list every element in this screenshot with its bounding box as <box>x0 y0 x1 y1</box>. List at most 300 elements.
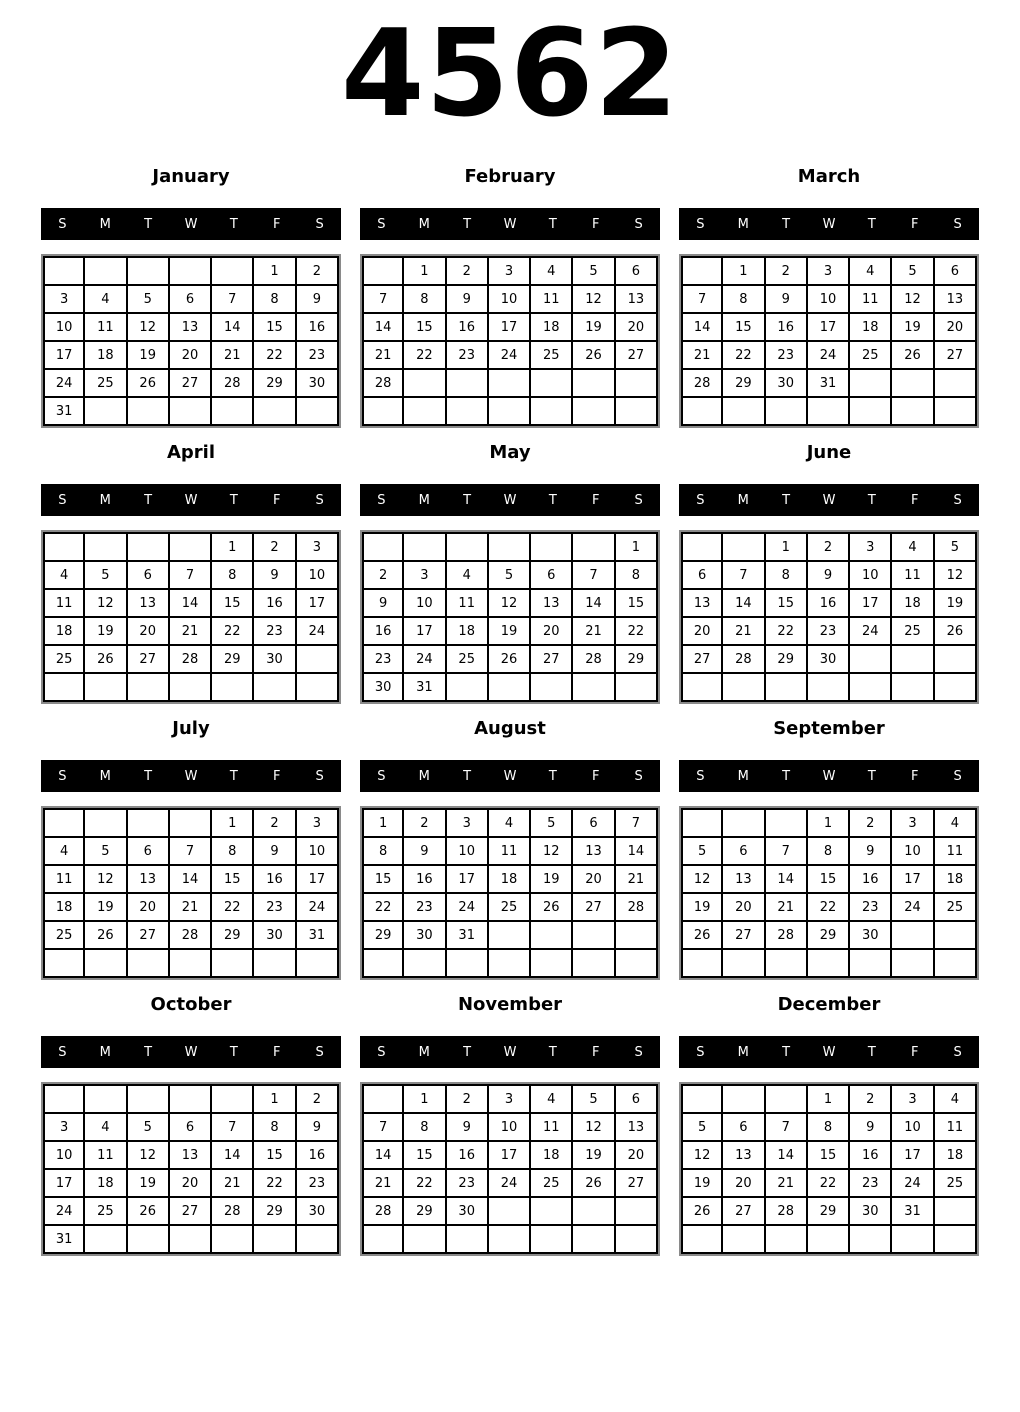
day-cell <box>43 532 85 562</box>
day-cell: 18 <box>935 866 977 894</box>
day-cell: 28 <box>212 1198 254 1226</box>
weekday-label: T <box>463 1044 472 1060</box>
day-cell: 11 <box>531 1114 573 1142</box>
day-cell <box>616 674 658 702</box>
day-cell <box>404 950 446 978</box>
day-cell: 9 <box>404 838 446 866</box>
day-cell <box>404 1226 446 1254</box>
day-cell: 10 <box>489 286 531 314</box>
month-grid <box>360 1082 660 1256</box>
day-cell: 2 <box>297 1084 339 1114</box>
week-row <box>362 838 658 866</box>
day-cell: 1 <box>362 808 404 838</box>
day-cell: 12 <box>935 562 977 590</box>
weekday-label: W <box>503 492 517 508</box>
day-cell: 17 <box>489 314 531 342</box>
day-cell: 12 <box>681 866 723 894</box>
weekday-label: W <box>503 768 517 784</box>
weekday-label: W <box>822 216 836 232</box>
day-cell <box>170 1084 212 1114</box>
day-cell <box>892 646 934 674</box>
day-cell: 11 <box>43 866 85 894</box>
day-cell <box>850 674 892 702</box>
month-block <box>679 442 979 704</box>
day-cell: 12 <box>128 1142 170 1170</box>
day-cell: 8 <box>723 286 765 314</box>
day-cell <box>85 532 127 562</box>
day-cell: 30 <box>850 922 892 950</box>
weekday-label: M <box>737 216 749 232</box>
day-cell: 15 <box>254 314 296 342</box>
week-row <box>681 646 977 674</box>
day-cell: 5 <box>573 256 615 286</box>
day-cell: 15 <box>212 866 254 894</box>
day-cell: 16 <box>254 866 296 894</box>
day-cell: 1 <box>254 1084 296 1114</box>
day-cell <box>170 532 212 562</box>
weekday-label: T <box>144 1044 153 1060</box>
day-cell <box>935 674 977 702</box>
day-cell <box>681 398 723 426</box>
day-cell: 25 <box>531 1170 573 1198</box>
weekday-label: F <box>272 768 281 784</box>
month-block <box>41 166 341 428</box>
day-cell <box>573 532 615 562</box>
day-cell: 24 <box>404 646 446 674</box>
month-name: December <box>777 994 881 1015</box>
day-cell <box>362 1084 404 1114</box>
day-cell: 19 <box>573 314 615 342</box>
week-row <box>43 286 339 314</box>
day-cell: 8 <box>362 838 404 866</box>
day-cell <box>85 1226 127 1254</box>
day-cell: 8 <box>212 838 254 866</box>
day-cell: 23 <box>850 894 892 922</box>
day-cell: 15 <box>254 1142 296 1170</box>
day-cell: 30 <box>850 1198 892 1226</box>
day-cell: 5 <box>573 1084 615 1114</box>
day-cell: 19 <box>573 1142 615 1170</box>
day-cell: 29 <box>723 370 765 398</box>
weekday-label: T <box>229 492 238 508</box>
weekday-label: T <box>867 768 876 784</box>
day-cell: 5 <box>85 562 127 590</box>
day-cell: 19 <box>489 618 531 646</box>
weekday-bar <box>679 760 979 792</box>
day-cell: 6 <box>616 256 658 286</box>
day-cell: 19 <box>531 866 573 894</box>
day-cell <box>212 256 254 286</box>
day-cell: 24 <box>489 342 531 370</box>
day-cell: 27 <box>681 646 723 674</box>
day-cell: 15 <box>404 1142 446 1170</box>
day-cell: 10 <box>489 1114 531 1142</box>
week-row <box>362 618 658 646</box>
day-cell <box>531 950 573 978</box>
day-cell: 7 <box>573 562 615 590</box>
day-cell <box>362 950 404 978</box>
day-cell <box>43 256 85 286</box>
day-cell: 16 <box>447 314 489 342</box>
day-cell <box>447 398 489 426</box>
weekday-bar <box>360 484 660 516</box>
month-grid <box>41 806 341 980</box>
day-cell: 12 <box>573 286 615 314</box>
weekday-label: S <box>58 216 67 232</box>
day-cell <box>404 370 446 398</box>
week-row <box>362 922 658 950</box>
week-row <box>681 256 977 286</box>
day-cell: 24 <box>447 894 489 922</box>
weekday-label: M <box>99 216 111 232</box>
day-cell: 26 <box>85 922 127 950</box>
day-cell: 9 <box>447 286 489 314</box>
day-cell: 19 <box>681 894 723 922</box>
weekday-label: W <box>184 1044 198 1060</box>
weekday-label: S <box>377 216 386 232</box>
day-cell: 13 <box>723 1142 765 1170</box>
day-cell <box>766 808 808 838</box>
weekday-label: T <box>548 1044 557 1060</box>
day-cell: 1 <box>212 532 254 562</box>
day-cell <box>573 1198 615 1226</box>
day-cell: 8 <box>766 562 808 590</box>
day-cell: 18 <box>531 1142 573 1170</box>
week-row <box>681 1114 977 1142</box>
day-cell: 6 <box>170 1114 212 1142</box>
weekday-label: M <box>99 1044 111 1060</box>
week-row <box>681 314 977 342</box>
day-cell: 26 <box>531 894 573 922</box>
week-row <box>681 618 977 646</box>
day-cell: 17 <box>404 618 446 646</box>
day-cell: 4 <box>85 286 127 314</box>
day-cell <box>489 398 531 426</box>
day-cell: 10 <box>297 562 339 590</box>
day-cell: 9 <box>808 562 850 590</box>
month-name: February <box>464 166 556 187</box>
day-cell: 26 <box>573 1170 615 1198</box>
day-cell: 4 <box>935 808 977 838</box>
day-cell <box>170 950 212 978</box>
day-cell: 23 <box>297 1170 339 1198</box>
weekday-label: T <box>548 216 557 232</box>
day-cell: 2 <box>447 256 489 286</box>
day-cell: 25 <box>85 370 127 398</box>
day-cell: 23 <box>254 894 296 922</box>
week-row <box>681 342 977 370</box>
day-cell: 28 <box>362 370 404 398</box>
day-cell: 14 <box>766 1142 808 1170</box>
day-cell: 25 <box>43 646 85 674</box>
week-row <box>43 256 339 286</box>
day-cell: 28 <box>723 646 765 674</box>
month-grid <box>679 1082 979 1256</box>
day-cell <box>681 950 723 978</box>
day-cell: 12 <box>531 838 573 866</box>
day-cell: 12 <box>128 314 170 342</box>
day-cell: 7 <box>616 808 658 838</box>
weekday-label: F <box>910 768 919 784</box>
weekday-label: W <box>503 1044 517 1060</box>
day-cell <box>723 674 765 702</box>
day-cell: 1 <box>766 532 808 562</box>
day-cell: 15 <box>723 314 765 342</box>
week-row <box>43 398 339 426</box>
month-block <box>41 442 341 704</box>
day-cell: 25 <box>935 1170 977 1198</box>
day-cell <box>531 674 573 702</box>
day-cell: 21 <box>766 1170 808 1198</box>
day-cell: 17 <box>808 314 850 342</box>
day-cell: 25 <box>43 922 85 950</box>
week-row <box>362 370 658 398</box>
day-cell: 27 <box>723 922 765 950</box>
week-row <box>681 532 977 562</box>
day-cell <box>170 808 212 838</box>
day-cell <box>85 398 127 426</box>
day-cell <box>254 1226 296 1254</box>
day-cell: 9 <box>362 590 404 618</box>
day-cell: 19 <box>85 894 127 922</box>
day-cell: 12 <box>85 866 127 894</box>
day-cell: 18 <box>85 1170 127 1198</box>
day-cell <box>489 532 531 562</box>
week-row <box>362 314 658 342</box>
day-cell: 30 <box>362 674 404 702</box>
day-cell <box>128 532 170 562</box>
day-cell: 10 <box>892 838 934 866</box>
month-block <box>360 994 660 1256</box>
day-cell <box>212 1084 254 1114</box>
day-cell: 27 <box>128 646 170 674</box>
month-block <box>679 166 979 428</box>
weekday-label: T <box>782 216 791 232</box>
day-cell <box>808 674 850 702</box>
day-cell: 29 <box>808 922 850 950</box>
day-cell <box>616 922 658 950</box>
month-name: July <box>172 718 210 739</box>
weekday-label: T <box>867 492 876 508</box>
day-cell: 24 <box>43 1198 85 1226</box>
day-cell: 20 <box>128 618 170 646</box>
day-cell: 1 <box>404 256 446 286</box>
day-cell: 16 <box>297 1142 339 1170</box>
week-row <box>362 342 658 370</box>
day-cell <box>212 1226 254 1254</box>
month-name: June <box>806 442 852 463</box>
month-name: March <box>797 166 861 187</box>
day-cell: 13 <box>616 286 658 314</box>
day-cell: 13 <box>573 838 615 866</box>
day-cell: 23 <box>404 894 446 922</box>
month-grid <box>41 1082 341 1256</box>
day-cell: 6 <box>723 1114 765 1142</box>
day-cell: 28 <box>170 922 212 950</box>
week-row <box>362 808 658 838</box>
week-row <box>362 398 658 426</box>
day-cell: 1 <box>212 808 254 838</box>
day-cell <box>935 950 977 978</box>
day-cell <box>297 674 339 702</box>
day-cell: 9 <box>254 562 296 590</box>
day-cell <box>489 1226 531 1254</box>
day-cell: 10 <box>850 562 892 590</box>
week-row <box>43 674 339 702</box>
week-row <box>43 646 339 674</box>
week-row <box>362 590 658 618</box>
day-cell: 26 <box>128 370 170 398</box>
day-cell: 15 <box>362 866 404 894</box>
weekday-label: W <box>503 216 517 232</box>
week-row <box>681 674 977 702</box>
day-cell: 2 <box>297 256 339 286</box>
day-cell <box>723 398 765 426</box>
day-cell: 19 <box>128 342 170 370</box>
day-cell: 18 <box>892 590 934 618</box>
day-cell: 2 <box>850 808 892 838</box>
weekday-label: S <box>634 1044 643 1060</box>
day-cell <box>170 674 212 702</box>
weekday-label: S <box>58 768 67 784</box>
day-cell <box>128 398 170 426</box>
day-cell: 18 <box>850 314 892 342</box>
day-cell: 4 <box>935 1084 977 1114</box>
day-cell <box>766 674 808 702</box>
week-row <box>43 314 339 342</box>
day-cell: 12 <box>892 286 934 314</box>
day-cell: 1 <box>808 808 850 838</box>
day-cell: 25 <box>850 342 892 370</box>
weekday-bar <box>679 484 979 516</box>
weekday-label: T <box>548 768 557 784</box>
day-cell: 10 <box>404 590 446 618</box>
weekday-label: S <box>315 492 324 508</box>
day-cell: 28 <box>362 1198 404 1226</box>
day-cell <box>681 256 723 286</box>
day-cell: 29 <box>766 646 808 674</box>
weekday-label: T <box>548 492 557 508</box>
day-cell: 26 <box>681 922 723 950</box>
day-cell: 26 <box>681 1198 723 1226</box>
day-cell: 17 <box>43 1170 85 1198</box>
day-cell: 22 <box>808 1170 850 1198</box>
day-cell <box>935 1198 977 1226</box>
day-cell: 9 <box>447 1114 489 1142</box>
month-block <box>679 718 979 980</box>
weekday-label: T <box>229 1044 238 1060</box>
day-cell: 7 <box>681 286 723 314</box>
weekday-label: S <box>953 768 962 784</box>
weekday-label: S <box>315 216 324 232</box>
day-cell: 21 <box>616 866 658 894</box>
week-row <box>43 838 339 866</box>
day-cell: 18 <box>489 866 531 894</box>
day-cell: 28 <box>766 1198 808 1226</box>
day-cell <box>573 950 615 978</box>
day-cell <box>850 398 892 426</box>
day-cell: 27 <box>531 646 573 674</box>
day-cell: 14 <box>573 590 615 618</box>
day-cell <box>850 950 892 978</box>
week-row <box>43 1142 339 1170</box>
day-cell <box>362 1226 404 1254</box>
day-cell: 5 <box>489 562 531 590</box>
day-cell: 4 <box>85 1114 127 1142</box>
day-cell: 16 <box>404 866 446 894</box>
day-cell: 30 <box>808 646 850 674</box>
day-cell <box>616 1198 658 1226</box>
day-cell: 23 <box>297 342 339 370</box>
day-cell <box>212 950 254 978</box>
day-cell <box>404 398 446 426</box>
day-cell: 23 <box>254 618 296 646</box>
day-cell: 26 <box>573 342 615 370</box>
year-title: 4562 <box>341 5 679 144</box>
day-cell: 18 <box>43 618 85 646</box>
day-cell: 6 <box>573 808 615 838</box>
day-cell: 23 <box>447 1170 489 1198</box>
day-cell: 15 <box>212 590 254 618</box>
weekday-label: S <box>377 1044 386 1060</box>
day-cell: 21 <box>681 342 723 370</box>
day-cell: 6 <box>128 838 170 866</box>
day-cell: 13 <box>935 286 977 314</box>
day-cell: 19 <box>128 1170 170 1198</box>
day-cell: 29 <box>212 922 254 950</box>
day-cell <box>892 1226 934 1254</box>
day-cell <box>892 950 934 978</box>
day-cell: 13 <box>170 1142 212 1170</box>
day-cell: 3 <box>892 1084 934 1114</box>
day-cell <box>892 398 934 426</box>
day-cell: 4 <box>531 256 573 286</box>
day-cell: 6 <box>170 286 212 314</box>
day-cell: 5 <box>892 256 934 286</box>
day-cell: 29 <box>362 922 404 950</box>
weekday-label: T <box>229 216 238 232</box>
day-cell: 13 <box>681 590 723 618</box>
weekday-bar <box>360 208 660 240</box>
day-cell: 6 <box>128 562 170 590</box>
day-cell: 8 <box>404 1114 446 1142</box>
day-cell: 4 <box>447 562 489 590</box>
day-cell <box>892 674 934 702</box>
day-cell: 16 <box>447 1142 489 1170</box>
day-cell: 7 <box>212 286 254 314</box>
week-row <box>362 256 658 286</box>
week-row <box>681 808 977 838</box>
day-cell: 4 <box>531 1084 573 1114</box>
week-row <box>43 618 339 646</box>
calendar-page <box>0 5 1020 1412</box>
day-cell: 14 <box>170 866 212 894</box>
day-cell <box>616 1226 658 1254</box>
day-cell: 7 <box>723 562 765 590</box>
month-grid <box>679 806 979 980</box>
day-cell: 13 <box>616 1114 658 1142</box>
day-cell: 9 <box>850 1114 892 1142</box>
day-cell <box>723 808 765 838</box>
day-cell: 10 <box>43 314 85 342</box>
day-cell: 16 <box>850 866 892 894</box>
day-cell: 26 <box>128 1198 170 1226</box>
week-row <box>362 1084 658 1114</box>
day-cell: 31 <box>43 1226 85 1254</box>
weekday-label: S <box>953 1044 962 1060</box>
day-cell <box>723 950 765 978</box>
day-cell: 6 <box>616 1084 658 1114</box>
